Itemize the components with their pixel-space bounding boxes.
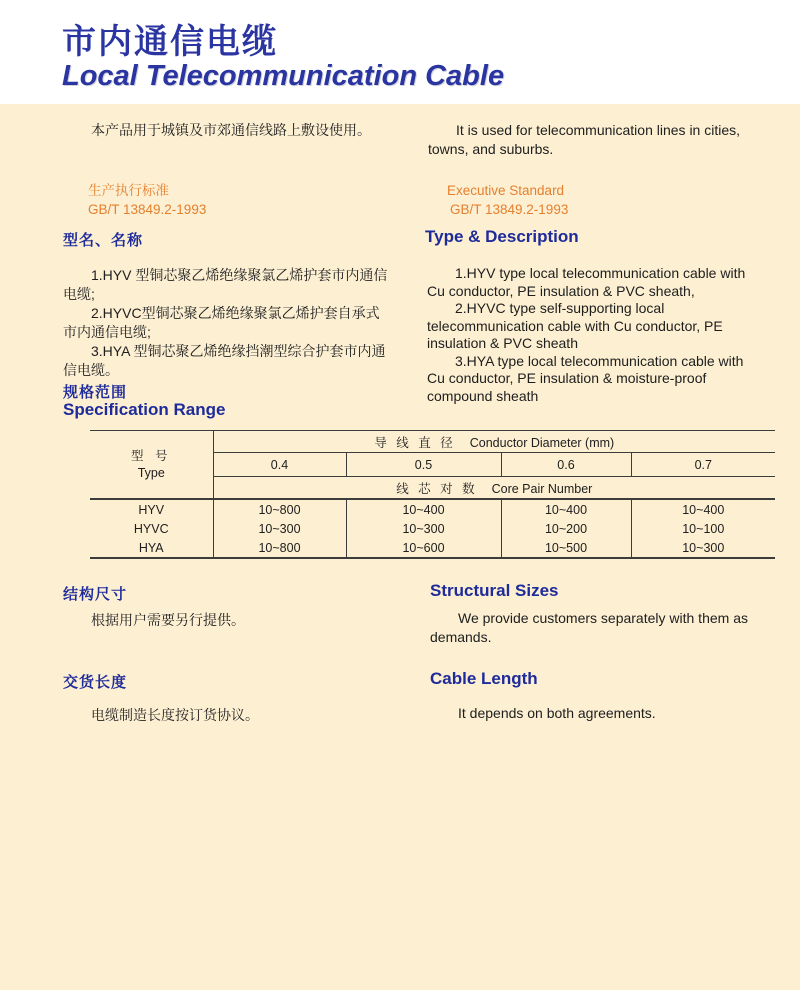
row-type: HYV <box>90 499 213 519</box>
table-row <box>90 519 775 538</box>
table-row <box>90 499 775 519</box>
diameter-value: 0.6 <box>501 453 631 477</box>
spec-heading-zh: 规格范围 <box>63 384 128 401</box>
row-value: 10~800 <box>213 538 346 558</box>
page-title-zh: 市内通信电缆 <box>62 23 278 61</box>
type-heading-en: Type & Description <box>425 227 579 246</box>
standard-block-en <box>447 181 568 219</box>
diameter-label-zh: 导 线 直 径 <box>374 435 456 450</box>
spec-table <box>90 430 775 559</box>
diameter-value: 0.7 <box>631 453 775 477</box>
type-list-zh <box>63 266 393 380</box>
row-value: 10~400 <box>501 499 631 519</box>
row-value: 10~200 <box>501 519 631 538</box>
type-label-en: Type <box>137 465 165 480</box>
row-value: 10~500 <box>501 538 631 558</box>
type-item-en: 3.HYA type local telecommunication cable with Cu conductor, PE insulation & moisture-proof compound sheath <box>427 352 744 404</box>
core-header-cell <box>213 477 775 500</box>
type-label-zh: 型 号 <box>131 448 172 463</box>
diameter-value: 0.4 <box>213 453 346 477</box>
page-title-en: Local Telecommunication Cable <box>62 60 505 92</box>
row-value: 10~300 <box>682 540 725 555</box>
table-row-diameter-label <box>90 431 775 453</box>
row-value: 10~800 <box>213 499 346 519</box>
structural-body-zh: 根据用户需要另行提供。 <box>91 612 245 628</box>
row-value: 10~100 <box>682 521 725 536</box>
core-label-en: Core Pair Number <box>491 481 593 496</box>
table-row <box>90 538 775 558</box>
standard-label-zh: 生产执行标准 <box>88 183 169 198</box>
type-item-zh: 1.HYV 型铜芯聚乙烯绝缘聚氯乙烯护套市内通信电缆; <box>63 267 388 302</box>
length-heading-en: Cable Length <box>430 669 538 688</box>
core-label-zh: 线 芯 对 数 <box>396 481 478 496</box>
length-body-zh: 电缆制造长度按订货协议。 <box>91 707 259 723</box>
structural-heading-en: Structural Sizes <box>430 581 559 600</box>
structural-heading-zh: 结构尺寸 <box>63 586 128 603</box>
type-header-cell <box>90 431 213 500</box>
standard-value-en: GB/T 13849.2-1993 <box>450 202 569 217</box>
row-type: HYVC <box>90 519 213 538</box>
row-value: 10~400 <box>682 502 725 517</box>
type-heading-zh: 型名、名称 <box>63 232 144 249</box>
type-item-zh: 2.HYVC型铜芯聚乙烯绝缘聚氯乙烯护套自承式市内通信电缆; <box>63 305 380 340</box>
row-type: HYA <box>90 538 213 558</box>
intro-paragraph-zh: 本产品用于城镇及市郊通信线路上敷设使用。 <box>91 122 371 138</box>
length-body-en: It depends on both agreements. <box>458 705 656 721</box>
row-value: 10~600 <box>346 538 501 558</box>
type-item-en: 2.HYVC type self-supporting local telecommunication cable with Cu conductor, PE insulation & PVC sheath <box>427 300 723 351</box>
diameter-label-en: Conductor Diameter (mm) <box>469 435 615 450</box>
type-item-zh: 3.HYA 型铜芯聚乙烯绝缘挡潮型综合护套市内通信电缆。 <box>63 343 386 378</box>
row-value: 10~300 <box>346 519 501 538</box>
structural-body-en: We provide customers separately with them as demands. <box>430 610 748 645</box>
standard-value-zh: GB/T 13849.2-1993 <box>88 202 207 217</box>
masthead <box>0 0 800 104</box>
row-value: 10~400 <box>346 499 501 519</box>
length-heading-zh: 交货长度 <box>63 674 128 691</box>
type-list-en <box>427 265 759 405</box>
diameter-header-cell <box>213 431 775 453</box>
intro-paragraph-en: It is used for telecommunication lines in cities, towns, and suburbs. <box>428 122 741 157</box>
diameter-value: 0.5 <box>346 453 501 477</box>
row-value: 10~300 <box>213 519 346 538</box>
spec-heading-en: Specification Range <box>63 400 226 419</box>
type-item-en: 1.HYV type local telecommunication cable with Cu conductor, PE insulation & PVC sheath, <box>427 265 746 299</box>
standard-block-zh <box>88 181 206 219</box>
standard-label-en: Executive Standard <box>447 183 565 198</box>
